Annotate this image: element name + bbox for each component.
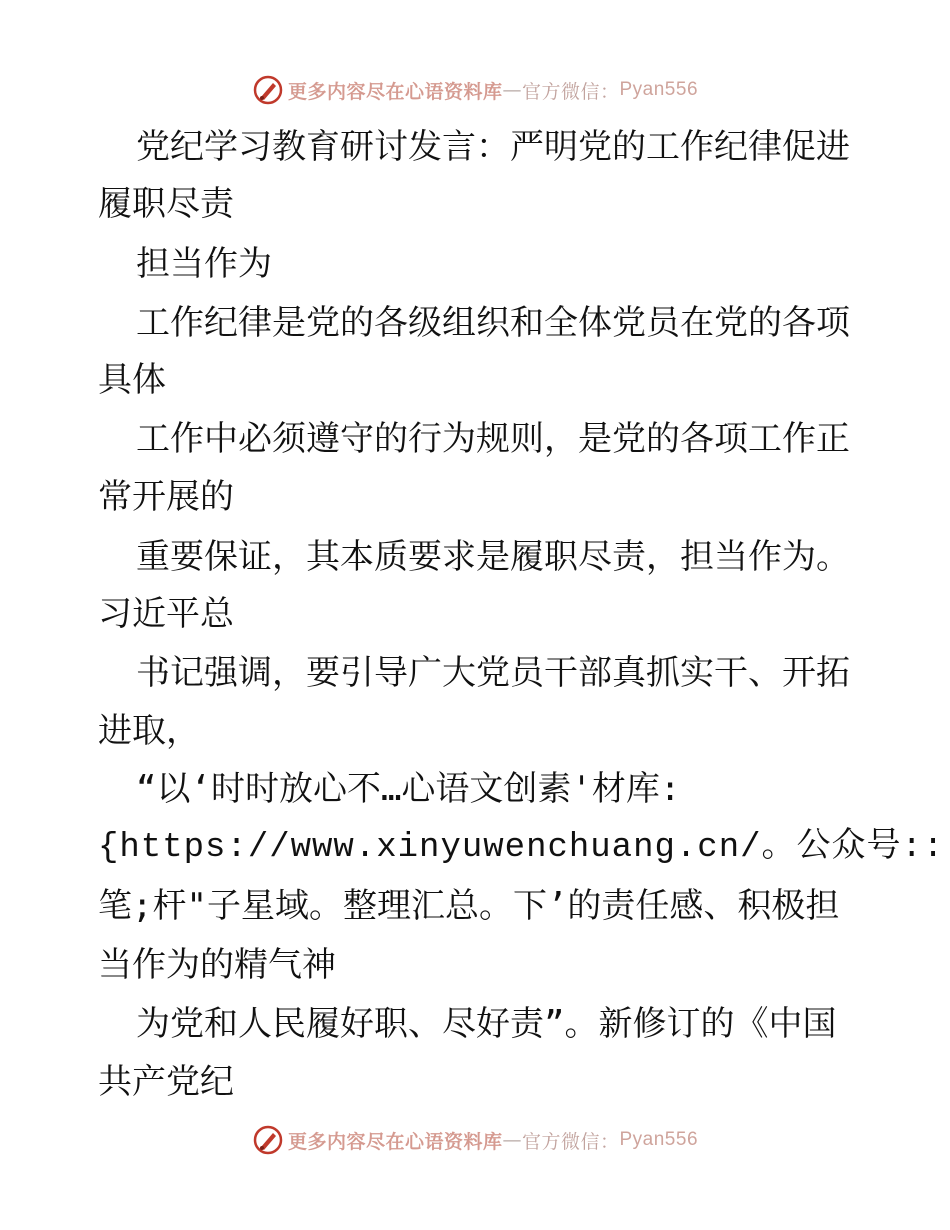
banner-dash: — (502, 1129, 522, 1151)
body-line-1: 党纪学习教育研讨发言：严明党的工作纪律促进 (136, 127, 850, 167)
banner-dash: — (502, 79, 522, 101)
pen-logo-icon (252, 1124, 284, 1156)
banner-wechat-id: Pyan556 (619, 79, 699, 100)
body-line-2: 履职尽责 (98, 184, 234, 224)
body-line-9: 习近平总 (98, 594, 234, 634)
banner-main-text: 更多内容尽在心语资料库 (287, 80, 503, 103)
body-line-8: 重要保证，其本质要求是履职尽责，担当作为。 (136, 537, 850, 577)
body-line-11: 进取， (98, 711, 200, 751)
banner-main-text: 更多内容尽在心语资料库 (287, 1130, 503, 1153)
footer-watermark-banner (0, 1120, 950, 1160)
body-line-4: 工作纪律是党的各级组织和全体党员在党的各项 (136, 303, 850, 343)
banner-official-label: 官方微信： (521, 80, 620, 103)
banner-wechat-id: Pyan556 (619, 1129, 699, 1150)
pen-logo-icon (252, 74, 284, 106)
header-watermark-banner (0, 70, 950, 110)
body-line-14: 笔;杆"子星域。整理汇总。下’的责任感、积极担 (98, 886, 840, 926)
body-line-6: 工作中必须遵守的行为规则，是党的各项工作正 (136, 419, 850, 459)
body-line-5: 具体 (98, 360, 166, 400)
body-line-12: “以‘时时放心不…心语文创素'材库: (136, 769, 681, 809)
body-line-16: 为党和人民履好职、尽好责”。新修订的《中国 (136, 1004, 837, 1044)
body-line-3: 担当作为 (136, 244, 272, 284)
body-line-7: 常开展的 (98, 477, 234, 517)
body-line-15: 当作为的精气神 (98, 945, 336, 985)
body-line-17: 共产党纪 (98, 1062, 234, 1102)
banner-official-label: 官方微信： (521, 1130, 620, 1153)
body-line-10: 书记强调，要引导广大党员干部真抓实干、开拓 (136, 653, 850, 693)
body-line-13-url: {https://www.xinyuwenchuang.cn/。公众号:: (98, 829, 945, 867)
